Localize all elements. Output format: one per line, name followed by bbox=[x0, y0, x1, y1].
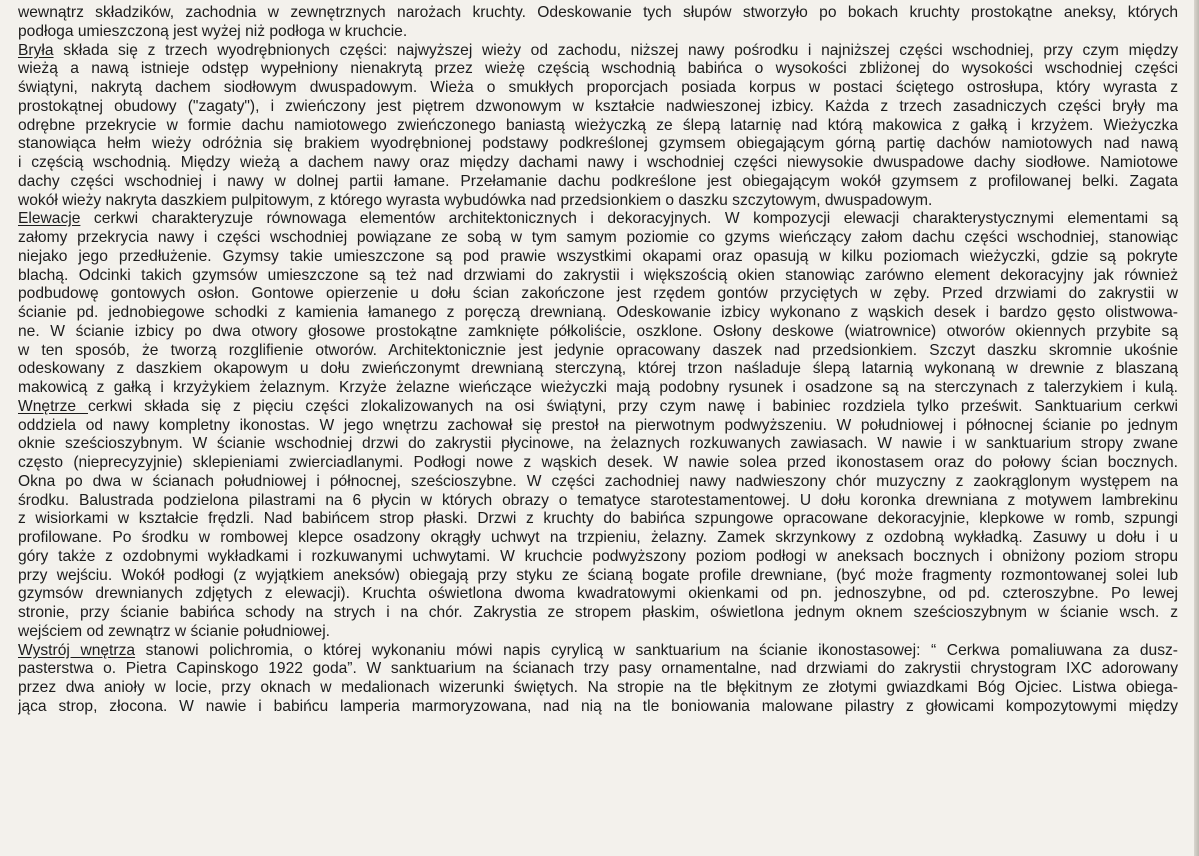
line-text: środku. Balustrada podzielona pilastrami na 6 płycin w których obrazy o tematyce starotestamentowej. U dołu koronka drewniana z motywem lambrekinu bbox=[18, 491, 1178, 509]
text-line bbox=[18, 435, 1178, 454]
text-line bbox=[18, 360, 1178, 379]
text-line bbox=[18, 229, 1178, 248]
text-line bbox=[18, 679, 1178, 698]
line-text: często (nieprecyzyjnie) sklepieniami zwierciadlanymi. Podłogi nowe z wąskich desek. W nawie solea przed ikonostasem oraz do połowy ścian bocznych. bbox=[18, 454, 1178, 471]
text-line bbox=[18, 173, 1178, 192]
text-line bbox=[18, 417, 1178, 436]
text-line bbox=[18, 585, 1178, 604]
line-text: pasterstwa o. Pietra Capinskogo 1922 goda”. W sanktuarium na ścianach trzy pasy ornamentalne, nad drzwiami do zakrystii chrystogram IXC adorowany bbox=[18, 660, 1178, 678]
line-text: jąca strop, złocona. W nawie i babińcu lamperia marmoryzowana, nad nią na tle boniowania malowane pilastry z głowicami kompozytowymi między bbox=[18, 697, 1178, 715]
text-line bbox=[18, 23, 1178, 42]
text-line bbox=[18, 567, 1178, 586]
line-text: świątyni, nakrytą dachem siodłowym dwuspadowym. Wieża o smukłych proporcjach posiada korpus w postaci ściętego ostrosłupa, który wyrasta z bbox=[18, 79, 1178, 96]
text-line bbox=[18, 98, 1178, 117]
line-text: wokół wieży nakryta daszkiem pulpitowym, z którego wyrasta wybudówka nad przedsionkiem o daszku szczytowym, dwuspadowym. bbox=[18, 191, 933, 209]
text-line bbox=[18, 4, 1178, 23]
section-heading: Wystrój wnętrza bbox=[18, 641, 136, 659]
text-line bbox=[18, 117, 1178, 136]
text-line bbox=[18, 60, 1178, 79]
text-line bbox=[18, 379, 1178, 398]
text-line bbox=[18, 529, 1178, 548]
document-body bbox=[18, 4, 1178, 717]
line-text: podłoga umieszczoną jest wyżej niż podłoga w kruchcie. bbox=[18, 22, 408, 40]
text-line bbox=[18, 323, 1178, 342]
text-line bbox=[18, 492, 1178, 511]
text-line bbox=[18, 398, 1178, 417]
line-text: gzymsów drewnianych zdjętych z elewacji). Kruchta oświetlona dwoma kwadratowymi okienkami od pn. jednoszybne, od pd. czteroszybne. Po lewej bbox=[18, 585, 1178, 603]
line-text: prostokątnej obudowy ("zagaty"), i zwieńczony jest piętrem dzwonowym w kształcie nadwieszonej izbicy. Każda z trzech zasadniczych części bryły ma bbox=[18, 97, 1178, 115]
section-heading: Wnętrze bbox=[18, 397, 88, 415]
text-line bbox=[18, 210, 1178, 229]
line-text: Okna po dwa w ścianach południowej i północnej, sześcioszybne. W części zachodniej nawy nadwieszony chór muzyczny z zaokrąglonym występem na bbox=[18, 472, 1178, 490]
text-line bbox=[18, 248, 1178, 267]
text-line bbox=[18, 42, 1178, 61]
line-text: stanowi polichromia, o której wykonaniu mówi napis cyrylicą w sanktuarium na ścianie ikonostasowej: “ Cerkwa pomaliuwana za dusz- bbox=[135, 641, 1178, 659]
text-line bbox=[18, 473, 1178, 492]
line-text: profilowane. Po środku w rombowej klepce osadzony okrągły uchwyt na trzpieniu, żelazny. Zamek skrzynkowy z ozdobną wykładką. Zasuwy u dołu i u bbox=[18, 529, 1178, 546]
line-text: oddziela od nawy kompletny ikonostas. W jego wnętrzu zachował się prestoł na pierwotnym podwyższeniu. W południowej i północnej ścianie po jednym bbox=[18, 416, 1178, 434]
text-line bbox=[18, 604, 1178, 623]
line-text: odeskowany z daszkiem okapowym u dołu zwieńczonymt drewnianą sterczyną, której trzon naśladuje ślepą latarnią wykonaną w drewnie z blaszaną bbox=[18, 360, 1178, 378]
line-text: wewnątrz składzików, zachodnia w zewnętrznych narożach kruchty. Odeskowanie tych słupów stworzyło po bokach kruchty prostokątne aneksy, których bbox=[18, 4, 1178, 21]
line-text: odrębne przekrycie w formie dachu namiotowego zwieńczonego baniastą wieżyczką ze ślepą latarnię nad którą makowica z gałką i krzyżem. Wieżyczka bbox=[18, 116, 1178, 134]
text-line bbox=[18, 698, 1178, 717]
line-text: z wisiorkami w kształcie frędzli. Nad babińcem strop płaski. Drzwi z kruchty do babińca szpungowe opracowane dekoracyjnie, klepkowe w romb, szpungi bbox=[18, 510, 1178, 528]
line-text: blachą. Odcinki takich gzymsów umieszczone są też nad drzwiami do zakrystii i większością okien stanowiąc zarówno element dekoracyjny jak również bbox=[18, 266, 1178, 284]
section-heading: Elewacje bbox=[18, 210, 81, 228]
line-text: ścianie pd. jednobiegowe schodki z kamienia łamanego z poręczą drewnianą. Odeskowanie izbicy wykonano z wąskich desek i bardzo gęsto olistwowa- bbox=[18, 304, 1178, 321]
text-line bbox=[18, 304, 1178, 323]
line-text: ne. W ścianie izbicy po dwa otwory głosowe prostokątne zamknięte półkoliście, oszklone. Osłony deskowe (wiatrownice) otworów okiennych przybite są bbox=[18, 322, 1178, 340]
line-text: i częścią wschodnią. Między wieżą a dachem nawy oraz między dachami nawy i wschodniej części niewysokie dwuspadowe dachy siodłowe. Namiotowe bbox=[18, 154, 1178, 171]
text-line bbox=[18, 454, 1178, 473]
text-line bbox=[18, 548, 1178, 567]
text-line bbox=[18, 267, 1178, 286]
line-text: przy wejściu. Wokół podłogi (z wyjątkiem aneksów) obiegają przy styku ze ścianą bogate profile drewniane, (być może fragmenty rozmontowanej solei lub bbox=[18, 566, 1178, 584]
section-heading: Bryła bbox=[18, 41, 54, 59]
line-text: cerkwi składa się z pięciu części zlokalizowanych na osi świątyni, przy czym nawę i babiniec rozdziela tylko prześwit. Sanktuarium cerkwi bbox=[88, 397, 1178, 415]
text-line bbox=[18, 192, 1178, 211]
line-text: oknie sześcioszybnym. W ścianie wschodniej drzwi do zakrystii płycinowe, na żelaznych rozkuwanych zawiasach. W nawie i w sanktuarium stropy zwane bbox=[18, 435, 1178, 453]
text-line bbox=[18, 135, 1178, 154]
line-text: dachy części wschodniej i nawy w dolnej partii łamane. Przełamanie dachu podkreślone jest obiegającym wokół gzymsem z profilowanej belki. Zagata bbox=[18, 172, 1178, 190]
text-line bbox=[18, 154, 1178, 173]
text-line bbox=[18, 623, 1178, 642]
line-text: makowicą z gałką i krzyżykiem żelaznym. Krzyże żelazne wieńczące wieżyczki mają podobny rysunek i osadzone są na sterczynach z talerzykiem i kulą. bbox=[18, 379, 1178, 396]
line-text: niejako jego przedłużenie. Gzymsy takie umieszczone są pod prawie wszystkimi okapami oraz opasują w kilku poziomach wieżyczki, gdzie są pokryte bbox=[18, 247, 1178, 265]
line-text: stanowiąca hełm wieży odróżnia się brakiem wyodrębnionej podstawy podkreślonej gzymsem obiegającym górną partię dachów namiotowych nad nawą bbox=[18, 135, 1178, 153]
text-line bbox=[18, 642, 1178, 661]
line-text: wejściem od zewnątrz w ścianie południowej. bbox=[18, 622, 331, 640]
page-edge bbox=[1194, 0, 1199, 856]
line-text: cerkwi charakteryzuje równowaga elementów architektonicznych i dekoracyjnych. W kompozycji elewacji charakterystycznymi elementami są bbox=[80, 210, 1178, 228]
text-line bbox=[18, 660, 1178, 679]
text-line bbox=[18, 510, 1178, 529]
text-line bbox=[18, 342, 1178, 361]
line-text: załomy przekrycia nawy i części wschodniej powiązane ze sobą w tym samym poziomie co gzyms wieńczący załom dachu części wschodniej, stanowiąc bbox=[18, 229, 1178, 246]
text-line bbox=[18, 79, 1178, 98]
line-text: góry także z ozdobnymi wykładkami i rozkuwanymi uchwytami. W kruchcie podwyższony poziom podłogi w aneksach bocznych i obniżony poziom stropu bbox=[18, 547, 1178, 565]
line-text: stronie, przy ścianie babińca schody na strych i na chór. Zakrystia ze stropem płaskim, oświetlona jednym oknem sześcioszybnym w ścianie wsch. z bbox=[18, 604, 1178, 621]
line-text: w ten sposób, że tworzą rozglifienie otworów. Architektonicznie jest jedynie opracowany daszek nad przedsionkiem. Szczyt daszku skromnie ukośnie bbox=[18, 341, 1178, 359]
text-line bbox=[18, 285, 1178, 304]
line-text: podbudowę gontowych osłon. Gontowe opierzenie u dołu ścian zakończone jest rzędem gontów przyciętych w zęby. Przed drzwiami do zakrystii w bbox=[18, 285, 1178, 303]
line-text: przez dwa anioły w locie, przy oknach w medalionach wizerunki świętych. Na stropie na tle błękitnym ze złotymi gwiazdkami Bóg Ojciec. Listwa obiega- bbox=[18, 679, 1178, 696]
line-text: składa się z trzech wyodrębnionych części: najwyższej wieży od zachodu, niższej nawy pośrodku i najniższej części wschodniej, przy czym między bbox=[53, 41, 1178, 59]
line-text: wieżą a nawą istnieje odstęp wypełniony nienakrytą przez wieżę częścią wschodnią babińca o wysokości zbliżonej do wysokości wschodniej części bbox=[18, 60, 1178, 78]
